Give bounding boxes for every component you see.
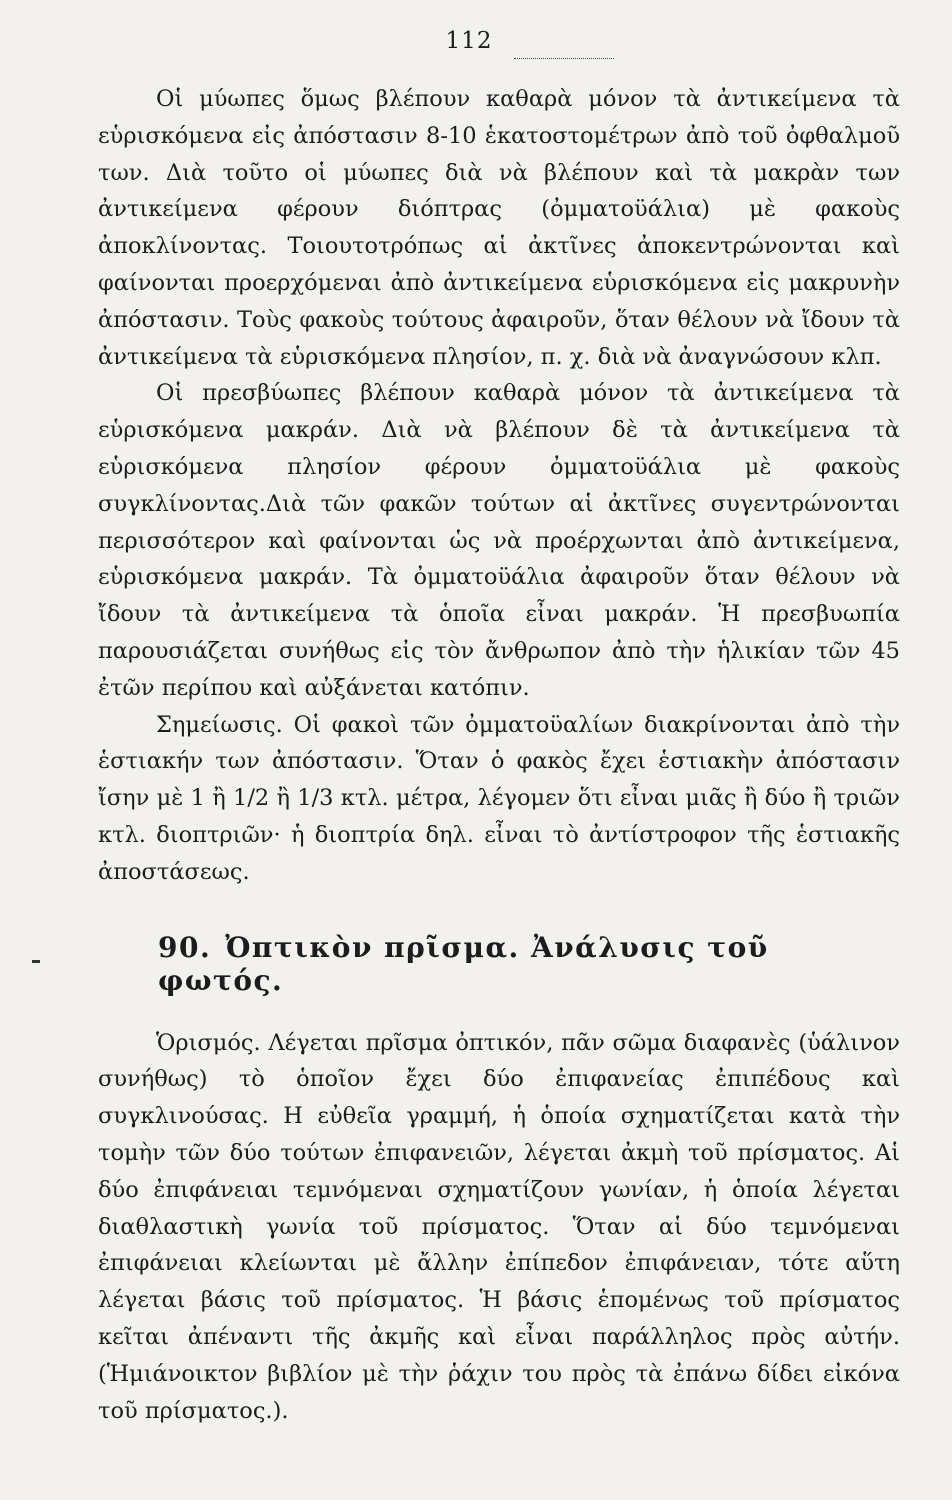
section-heading [98,931,900,997]
paragraph-myopes: Οἱ μύωπες ὅμως βλέπουν καθαρὰ μόνον τὰ ἀντικείμενα τὰ εὑρισκόμενα εἰς ἀπόστασιν 8-10 ἑκατοστομέτρων ἀπὸ τοῦ ὀφθαλμοῦ των. Διὰ τοῦτο οἱ μύωπες διὰ νὰ βλέπουν καὶ τὰ μακρὰν των ἀντικείμενα φέρουν διόπτρας (ὀμματοϋάλια) μὲ φακοὺς ἀποκλίνοντας. Τοιουτοτρόπως αἱ ἀκτῖνες ἀποκεντρώνονται καὶ φαίνονται προερχόμεναι ἀπὸ ἀντικείμενα εὑρισκόμενα εἰς μακρυνὴν ἀπόστασιν. Τοὺς φακοὺς τούτους ἀφαιροῦν, ὅταν θέλουν νὰ ἴδουν τὰ ἀντικείμενα τὰ εὑρισκόμενα πλησίον, π. χ. διὰ νὰ ἀναγνώσουν κλπ. [98,86,900,370]
paragraph-definition: Ὁρισμός. Λέγεται πρῖσμα ὀπτικόν, πᾶν σῶμα διαφανὲς (ὑάλινον συνήθως) τὸ ὁποῖον ἔχει δύο ἐπιφανείας ἐπιπέδους καὶ συγκλινούσας. Η εὐθεῖα γραμμή, ἡ ὁποία σχηματίζεται κατὰ τὴν τομὴν τῶν δύο τούτων ἐπιφανειῶν, λέγεται ἀκμὴ τοῦ πρίσματος. Αἱ δύο ἐπιφάνειαι τεμνόμεναι σχηματίζουν γωνίαν, ἡ ὁποία λέγεται διαθλαστικὴ γωνία τοῦ πρίσματος. Ὅταν αἱ δύο τεμνόμεναι ἐπιφάνειαι κλείωνται μὲ ἄλλην ἐπίπεδον ἐπιφάνειαν, τότε αὕτη λέγεται βάσις τοῦ πρίσματος. Ἡ βάσις ἑπομένως τοῦ πρίσματος κεῖται ἀπέναντι τῆς ἀκμῆς καὶ εἶναι παράλληλος πρὸς αὐτήν. (Ἡμιάνοικτον βιβλίον μὲ τὴν ῥάχιν του πρὸς τὰ ἐπάνω δίδει εἰκόνα τοῦ πρίσματος.). [98,1029,900,1424]
margin-mark [32,960,40,963]
page-number-rule [514,58,614,59]
section-title: Ὀπτικὸν πρῖσμα. Ἀνάλυσις τοῦ φωτός. [158,930,769,997]
paragraph-note: Σημείωσις. Οἱ φακοὶ τῶν ὀμματοϋαλίων διακρίνονται ἀπὸ τὴν ἑστιακήν των ἀπόστασιν. Ὅταν ὁ φακὸς ἔχει ἑστιακὴν ἀπόστασιν ἴσην μὲ 1 ἢ 1/2 ἢ 1/3 κτλ. μέτρα, λέγομεν ὅτι εἶναι μιᾶς ἢ δύο ἢ τριῶν κτλ. διοπτριῶν· ἡ διοπτρία δηλ. εἶναι τὸ ἀντίστροφον τῆς ἑστιακῆς ἀποστάσεως. [98,711,900,885]
section-number: 90. [158,930,212,964]
paragraph-presbyopes: Οἱ πρεσβύωπες βλέπουν καθαρὰ μόνον τὰ ἀντικείμενα τὰ εὑρισκόμενα μακράν. Διὰ νὰ βλέπουν δὲ τὰ ἀντικείμενα τὰ εὑρισκόμενα πλησίον φέρουν ὀμματοϋάλια μὲ φακοὺς συγκλίνοντας.Διὰ τῶν φακῶν τούτων αἱ ἀκτῖνες συγεντρώνονται περισσότερον καὶ φαίνονται ὡς νὰ προέρχωνται ἀπὸ ἀντικείμενα, εὑρισκόμενα μακράν. Τὰ ὀμματοϋάλια ἀφαιροῦν ὅταν θέλουν νὰ ἴδουν τὰ ἀντικείμενα τὰ ὁποῖα εἶναι μακράν. Ἡ πρεσβυωπία παρουσιάζεται συνήθως εἰς τὸν ἄνθρωπον ἀπὸ τὴν ἡλικίαν τῶν 45 ἐτῶν περίπου καὶ αὐξάνεται κατόπιν. [98,380,900,701]
page-number: 112 [445,28,493,54]
